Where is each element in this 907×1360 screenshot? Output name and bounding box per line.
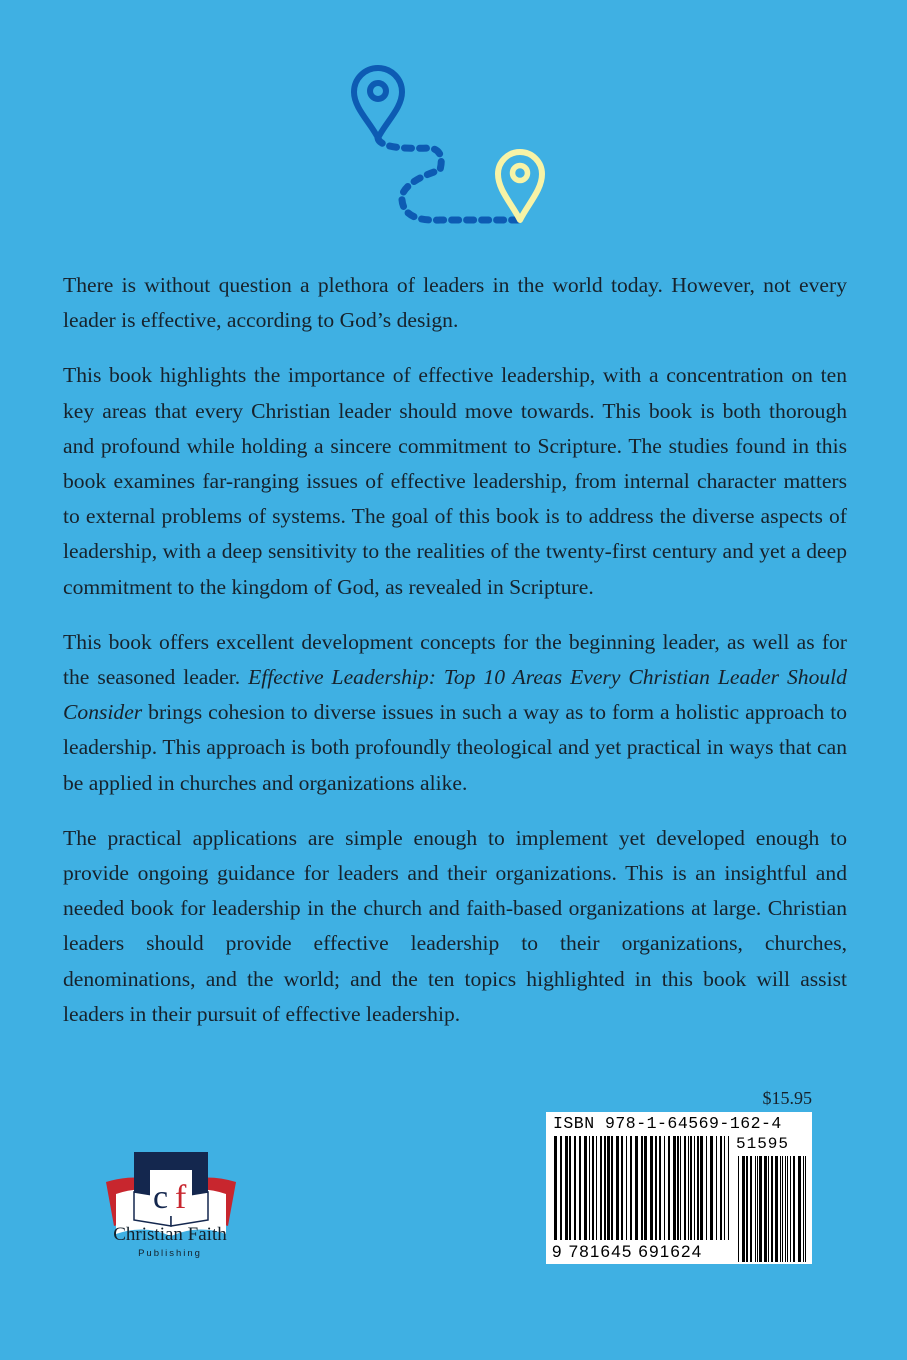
isbn-barcode (546, 1112, 812, 1264)
isbn-number: ISBN 978-1-64569-162-4 (553, 1114, 782, 1133)
barcode-bar (635, 1136, 638, 1240)
start-location-pin-icon (354, 68, 402, 138)
barcode-bar (803, 1156, 804, 1262)
barcode-bar (757, 1156, 758, 1262)
barcode-bar (664, 1136, 665, 1240)
paragraph-3-rest: brings cohesion to diverse issues in such a way as to form a holistic approach to leadership. This approach is both profoundly theological and yet practical in ways that can be applied in churches and organizations alike. (63, 700, 847, 795)
barcode-bar (697, 1136, 699, 1240)
barcode-bar (565, 1136, 568, 1240)
barcode-bar (728, 1136, 729, 1240)
barcode-bar (655, 1136, 657, 1240)
barcode-bar (560, 1136, 562, 1240)
back-cover-description (63, 268, 847, 1052)
barcode-bar (798, 1156, 801, 1262)
svg-text:f: f (175, 1179, 187, 1216)
barcode-bar (790, 1156, 791, 1262)
barcode-bar (755, 1156, 756, 1262)
barcode-bar (694, 1136, 695, 1240)
barcode-bar (554, 1136, 557, 1240)
barcode-bar (584, 1136, 587, 1240)
barcode-bar (589, 1136, 590, 1240)
barcode-bar (574, 1136, 576, 1240)
barcode-bar (700, 1136, 703, 1240)
publisher-imprint: Publishing (138, 1248, 202, 1259)
barcode-bar (768, 1156, 769, 1262)
barcode-bar (710, 1136, 713, 1240)
barcode-bar (782, 1156, 783, 1262)
publisher-name: Christian Faith (113, 1224, 227, 1245)
barcode-bar (716, 1136, 717, 1240)
route-map-illustration (340, 60, 580, 240)
barcode-bar (630, 1136, 632, 1240)
barcode-bar (690, 1136, 692, 1240)
book-title-italic: Effective Leadership: Top 10 Areas Every Christian Leader Should Consider (63, 665, 847, 725)
barcode-bar (604, 1136, 606, 1240)
barcode-bar (600, 1136, 602, 1240)
barcode-bar (673, 1136, 676, 1240)
svg-text:c: c (153, 1179, 169, 1216)
barcode-bar (785, 1156, 786, 1262)
destination-location-pin-icon (498, 152, 542, 220)
paragraph-3 (63, 625, 847, 801)
barcode-bar (724, 1136, 725, 1240)
barcode-bar (759, 1156, 762, 1262)
barcode-bar (764, 1156, 767, 1262)
barcode-bar (787, 1156, 788, 1262)
barcode-bar (684, 1136, 686, 1240)
barcode-bar (720, 1136, 722, 1240)
barcode-bar (626, 1136, 627, 1240)
barcode-bar (668, 1136, 670, 1240)
barcode-bar (780, 1156, 781, 1262)
paragraph-1: There is without question a plethora of leaders in the world today. However, not every leader is effective, according to God’s design. (63, 273, 847, 333)
price-addon-code: 51595 (736, 1135, 790, 1153)
barcode-bar (688, 1136, 689, 1240)
barcode-bar (805, 1156, 806, 1262)
paragraph-3-intro: This book offers excellent development concepts for the beginning leader, as well as for the seasoned leader. (63, 629, 847, 690)
barcode-bar (569, 1136, 571, 1240)
barcode-bar (742, 1156, 745, 1262)
barcode-bar (644, 1136, 647, 1240)
barcode-bar (650, 1136, 653, 1240)
barcode-bar (771, 1156, 773, 1262)
barcode-bar (680, 1136, 681, 1240)
barcode-bar (607, 1136, 610, 1240)
barcode-bar (706, 1136, 707, 1240)
barcode-bar (659, 1136, 661, 1240)
barcode-bar (592, 1136, 594, 1240)
barcode-bar (677, 1136, 679, 1240)
paragraph-2: This book highlights the importance of effective leadership, with a concentration on ten key areas that every Christian leader should move towards. This book is both thorough and profound while holding a sincere commitment to Scripture. The studies found in this book examines far-ranging issues of effective leadership, from internal character matters to external problems of systems. The goal of this book is to address the diverse aspects of leadership, with a deep sensitivity to the realities of the twenty-first century and yet a deep commitment to the kingdom of God, as revealed in Scripture. (63, 363, 847, 599)
barcode-bar (621, 1136, 623, 1240)
barcode-bar (746, 1156, 748, 1262)
barcode-bar (579, 1136, 581, 1240)
paragraph-4: The practical applications are simple enough to implement yet developed enough to provide ongoing guidance for leaders and their organizations. This is an insightful and needed book for leadership in the church and faith-based organizations at large. Christian leaders should provide effective leadership to their organizations, churches, denominations, and the world; and the ten topics highlighted in this book will assist leaders in their pursuit of effective leadership. (63, 825, 847, 1026)
barcode-bar (750, 1156, 752, 1262)
barcode-bar (738, 1156, 739, 1262)
barcode-bar (775, 1156, 778, 1262)
barcode-bar (616, 1136, 619, 1240)
barcode-bar (793, 1156, 795, 1262)
barcode-bar (611, 1136, 613, 1240)
price-label: $15.95 (762, 1088, 812, 1108)
ean-digits: 9 781645 691624 (552, 1242, 703, 1261)
barcode-bar (596, 1136, 597, 1240)
barcode-bar (641, 1136, 643, 1240)
